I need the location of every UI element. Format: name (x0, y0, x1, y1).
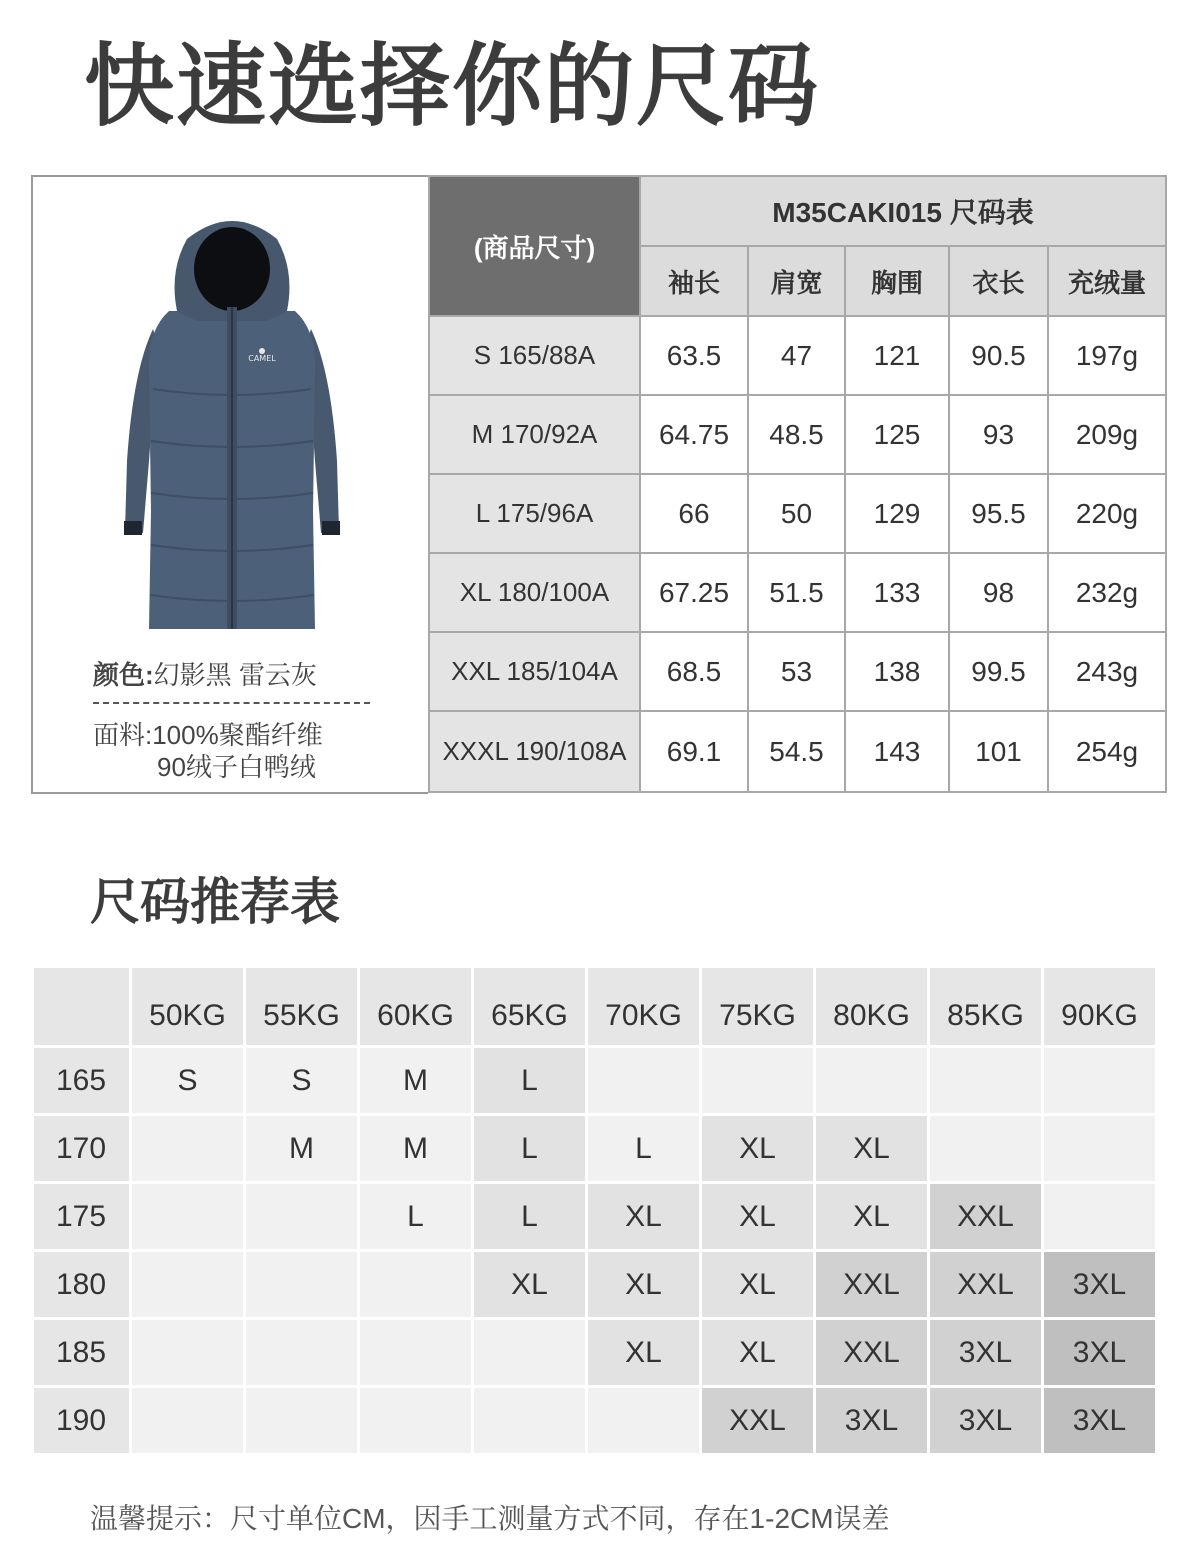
column-header: 充绒量 (1048, 246, 1166, 316)
recommend-cell (816, 1048, 927, 1113)
size-label: XXXL 190/108A (429, 711, 640, 792)
weight-header: 85KG (930, 968, 1041, 1045)
weight-header: 70KG (588, 968, 699, 1045)
fabric-info: 面料:100%聚酯纤维 (93, 720, 323, 750)
product-panel (31, 175, 428, 794)
page-title: 快速选择你的尺码 (84, 37, 820, 137)
height-label: 190 (34, 1388, 129, 1453)
recommend-cell: XL (816, 1184, 927, 1249)
recommend-row (34, 1320, 1155, 1385)
weight-header: 60KG (360, 968, 471, 1045)
weight-header: 50KG (132, 968, 243, 1045)
size-value-cell: 99.5 (949, 632, 1048, 711)
recommend-row (34, 1116, 1155, 1181)
size-value-cell: 47 (748, 316, 845, 395)
recommend-cell (360, 1252, 471, 1317)
size-label: L 175/96A (429, 474, 640, 553)
recommend-cell: XXL (702, 1388, 813, 1453)
recommend-row (34, 1048, 1155, 1113)
column-header: 衣长 (949, 246, 1048, 316)
recommend-cell (930, 1116, 1041, 1181)
size-value-cell: 67.25 (640, 553, 748, 632)
recommend-cell: XL (816, 1116, 927, 1181)
recommend-cell (246, 1320, 357, 1385)
recommend-cell (702, 1048, 813, 1113)
size-value-cell: 98 (949, 553, 1048, 632)
column-header: 胸围 (845, 246, 949, 316)
size-value-cell: 93 (949, 395, 1048, 474)
recommend-cell: L (474, 1184, 585, 1249)
recommend-cell: 3XL (930, 1320, 1041, 1385)
size-value-cell: 48.5 (748, 395, 845, 474)
recommend-cell: M (246, 1116, 357, 1181)
recommend-cell: XXL (816, 1252, 927, 1317)
weight-header: 80KG (816, 968, 927, 1045)
size-value-cell: 101 (949, 711, 1048, 792)
size-row (429, 316, 1166, 395)
size-row (429, 474, 1166, 553)
height-label: 170 (34, 1116, 129, 1181)
size-value-cell: 121 (845, 316, 949, 395)
size-value-cell: 143 (845, 711, 949, 792)
size-row (429, 553, 1166, 632)
recommend-cell (588, 1048, 699, 1113)
recommend-cell: L (360, 1184, 471, 1249)
recommend-cell: S (132, 1048, 243, 1113)
color-value: 幻影黑 雷云灰 (153, 660, 317, 690)
size-label: S 165/88A (429, 316, 640, 395)
size-value-cell: 138 (845, 632, 949, 711)
size-value-cell: 68.5 (640, 632, 748, 711)
size-value-cell: 54.5 (748, 711, 845, 792)
recommend-cell (474, 1388, 585, 1453)
size-value-cell: 50 (748, 474, 845, 553)
recommend-cell: XL (588, 1184, 699, 1249)
size-row (429, 395, 1166, 474)
recommend-cell (360, 1320, 471, 1385)
recommend-cell (132, 1184, 243, 1249)
footnote: 温馨提示：尺寸单位CM，因手工测量方式不同，存在1-2CM误差 (90, 1503, 890, 1534)
size-value-cell: 53 (748, 632, 845, 711)
recommend-cell: 3XL (930, 1388, 1041, 1453)
recommend-cell: L (474, 1048, 585, 1113)
jacket-image (119, 211, 345, 631)
recommend-title: 尺码推荐表 (90, 874, 340, 930)
fabric-info-down: 90绒子白鸭绒 (157, 752, 316, 782)
size-value-cell: 129 (845, 474, 949, 553)
size-value-cell: 64.75 (640, 395, 748, 474)
recommend-cell (246, 1252, 357, 1317)
size-chart-title: M35CAKI015 尺码表 (640, 176, 1166, 246)
recommend-cell: M (360, 1048, 471, 1113)
recommend-cell: L (474, 1116, 585, 1181)
size-value-cell: 197g (1048, 316, 1166, 395)
size-value-cell: 66 (640, 474, 748, 553)
recommend-cell: XL (702, 1184, 813, 1249)
recommend-cell: XL (702, 1320, 813, 1385)
size-value-cell: 243g (1048, 632, 1166, 711)
product-size-header: (商品尺寸) (429, 176, 640, 316)
recommend-cell: XL (702, 1252, 813, 1317)
recommend-cell (1044, 1048, 1155, 1113)
column-header: 肩宽 (748, 246, 845, 316)
weight-header: 75KG (702, 968, 813, 1045)
recommend-cell: XXL (816, 1320, 927, 1385)
recommend-cell: XL (474, 1252, 585, 1317)
recommend-cell (132, 1388, 243, 1453)
recommend-cell (588, 1388, 699, 1453)
recommend-cell (132, 1116, 243, 1181)
size-value-cell: 51.5 (748, 553, 845, 632)
weight-header: 90KG (1044, 968, 1155, 1045)
recommend-cell (930, 1048, 1041, 1113)
recommend-cell: XL (588, 1252, 699, 1317)
size-value-cell: 220g (1048, 474, 1166, 553)
size-chart-table (428, 175, 1167, 793)
recommend-cell: 3XL (816, 1388, 927, 1453)
recommend-cell (474, 1320, 585, 1385)
column-header: 袖长 (640, 246, 748, 316)
height-label: 165 (34, 1048, 129, 1113)
size-label: XXL 185/104A (429, 632, 640, 711)
recommend-cell (1044, 1116, 1155, 1181)
size-value-cell: 69.1 (640, 711, 748, 792)
recommend-cell (246, 1388, 357, 1453)
size-value-cell: 63.5 (640, 316, 748, 395)
size-value-cell: 95.5 (949, 474, 1048, 553)
recommend-cell: L (588, 1116, 699, 1181)
recommend-cell: XXL (930, 1184, 1041, 1249)
camel-logo: CAMEL (248, 354, 276, 363)
recommend-cell: 3XL (1044, 1320, 1155, 1385)
size-recommend-table (31, 965, 1158, 1456)
recommend-cell (132, 1252, 243, 1317)
recommend-row (34, 1252, 1155, 1317)
recommend-row (34, 1388, 1155, 1453)
size-value-cell: 209g (1048, 395, 1166, 474)
size-value-cell: 133 (845, 553, 949, 632)
dashed-divider (93, 702, 370, 704)
height-label: 175 (34, 1184, 129, 1249)
size-row (429, 632, 1166, 711)
recommend-cell: 3XL (1044, 1388, 1155, 1453)
recommend-cell: XXL (930, 1252, 1041, 1317)
recommend-cell (246, 1184, 357, 1249)
size-label: M 170/92A (429, 395, 640, 474)
size-row (429, 711, 1166, 792)
height-label: 185 (34, 1320, 129, 1385)
recommend-cell (360, 1388, 471, 1453)
recommend-cell (1044, 1184, 1155, 1249)
recommend-row (34, 1184, 1155, 1249)
recommend-cell: 3XL (1044, 1252, 1155, 1317)
recommend-cell: XL (588, 1320, 699, 1385)
corner-cell (34, 968, 129, 1045)
size-value-cell: 90.5 (949, 316, 1048, 395)
size-value-cell: 254g (1048, 711, 1166, 792)
size-label: XL 180/100A (429, 553, 640, 632)
weight-header: 55KG (246, 968, 357, 1045)
height-label: 180 (34, 1252, 129, 1317)
size-value-cell: 232g (1048, 553, 1166, 632)
size-value-cell: 125 (845, 395, 949, 474)
recommend-cell (132, 1320, 243, 1385)
color-info (93, 655, 317, 692)
recommend-cell: M (360, 1116, 471, 1181)
recommend-cell: S (246, 1048, 357, 1113)
recommend-cell: XL (702, 1116, 813, 1181)
color-label: 颜色: (93, 660, 154, 690)
weight-header: 65KG (474, 968, 585, 1045)
